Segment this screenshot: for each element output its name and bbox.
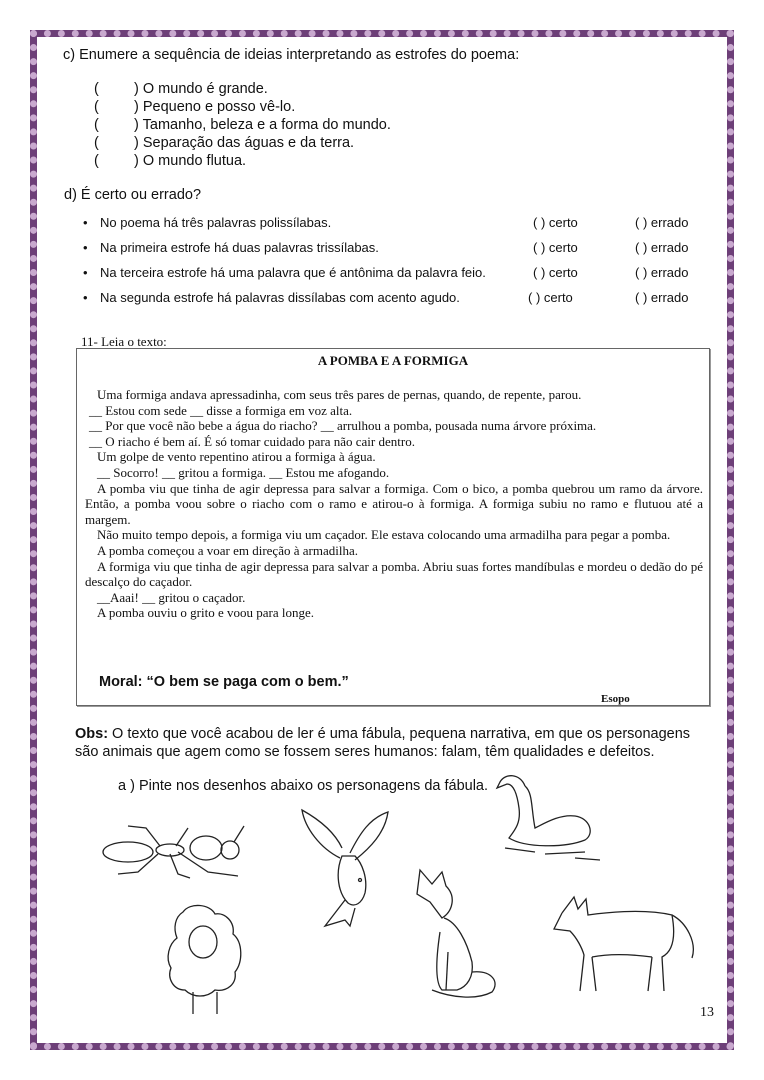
true-false-item: • Na primeira estrofe há duas palavras trissílabas. ( ) certo ( ) errado (83, 240, 689, 255)
story-paragraph: A pomba começou a voar em direção à armadilha. (97, 542, 358, 558)
true-false-item: • No poema há três palavras polissílabas. ( ) certo ( ) errado (83, 215, 689, 230)
question-c: c) Enumere a sequência de ideias interpretando as estrofes do poema: (63, 47, 520, 63)
story-paragraph: Um golpe de vento repentino atirou a formiga à água. (97, 449, 376, 465)
story-paragraph: __Aaai! __ gritou o caçador. (97, 589, 246, 605)
sequence-item: ( ) Pequeno e posso vê-lo. (94, 99, 296, 115)
ant-drawing (98, 822, 248, 882)
true-false-item: • Na segunda estrofe há palavras dissílabas com acento agudo. ( ) certo ( ) errado (83, 290, 689, 305)
obs-text: O texto que você acabou de ler é uma fábula, pequena narrativa, em que os personagens são animais que agem como se fossem seres humanos: falam, têm qualidades e defeitos. (75, 726, 691, 760)
story-paragraph: A formiga viu que tinha de agir depressa para salvar a pomba. Abriu suas fortes mandíbulas e mordeu o dedão do pé descalço do caçador. (85, 558, 703, 590)
page-number: 13 (700, 1005, 714, 1020)
story-paragraph: __ O riacho é bem aí. É só tomar cuidado para não cair dentro. (89, 433, 415, 449)
story-text (85, 387, 703, 621)
story-paragraph: __ Estou com sede __ disse a formiga em voz alta. (89, 402, 353, 418)
sequence-item: ( ) Tamanho, beleza e a forma do mundo. (94, 117, 391, 133)
obs-label: Obs: (75, 726, 109, 742)
story-paragraph: __ Socorro! __ gritou a formiga. __ Estou me afogando. (97, 464, 390, 480)
sequence-item: ( ) O mundo flutua. (94, 153, 247, 169)
story-paragraph: Uma formiga andava apressadinha, com seus três pares de pernas, quando, de repente, parou. (97, 387, 582, 402)
question-d: d) É certo ou errado? (64, 187, 202, 203)
sequence-item: ( ) Separação das águas e da terra. (94, 135, 355, 151)
dove-drawing (300, 808, 390, 928)
true-false-list (80, 215, 720, 315)
sequence-item: ( ) O mundo é grande. (94, 81, 268, 97)
obs-note (75, 725, 715, 761)
story-moral: Moral: “O bem se paga com o bem.” (99, 674, 349, 690)
swan-drawing (495, 768, 605, 868)
exercise-label: 11- Leia o texto: (81, 334, 167, 349)
story-paragraph: A pomba viu que tinha de agir depressa para salvar a formiga. Com o bico, a pomba quebrou um ramo da árvore. Então, a pomba voou sobre o riacho com o ramo e atirou-o à formiga. A formiga subiu no ramo e flutuou até a margem. (85, 480, 703, 527)
story-title: A POMBA E A FORMIGA (317, 353, 469, 368)
story-paragraph: Não muito tempo depois, a formiga viu um caçador. Ele estava colocando uma armadilha para pegar a pomba. (97, 527, 671, 543)
sequence-list (94, 80, 391, 170)
question-a: a ) Pinte nos desenhos abaixo os personagens da fábula. (118, 778, 489, 794)
wolf-drawing (552, 893, 702, 993)
story-author: Esopo (601, 693, 630, 705)
sheep-drawing (165, 902, 250, 1022)
true-false-item: • Na terceira estrofe há uma palavra que é antônima da palavra feio. ( ) certo ( ) errado (83, 265, 689, 280)
story-paragraph: A pomba ouviu o grito e voou para longe. (97, 605, 314, 621)
fox-drawing (412, 862, 502, 1002)
story-paragraph: __ Por que você não bebe a água do riacho? __ arrulhou a pomba, pousada numa árvore próxima. (89, 418, 597, 434)
story-box (76, 348, 710, 706)
